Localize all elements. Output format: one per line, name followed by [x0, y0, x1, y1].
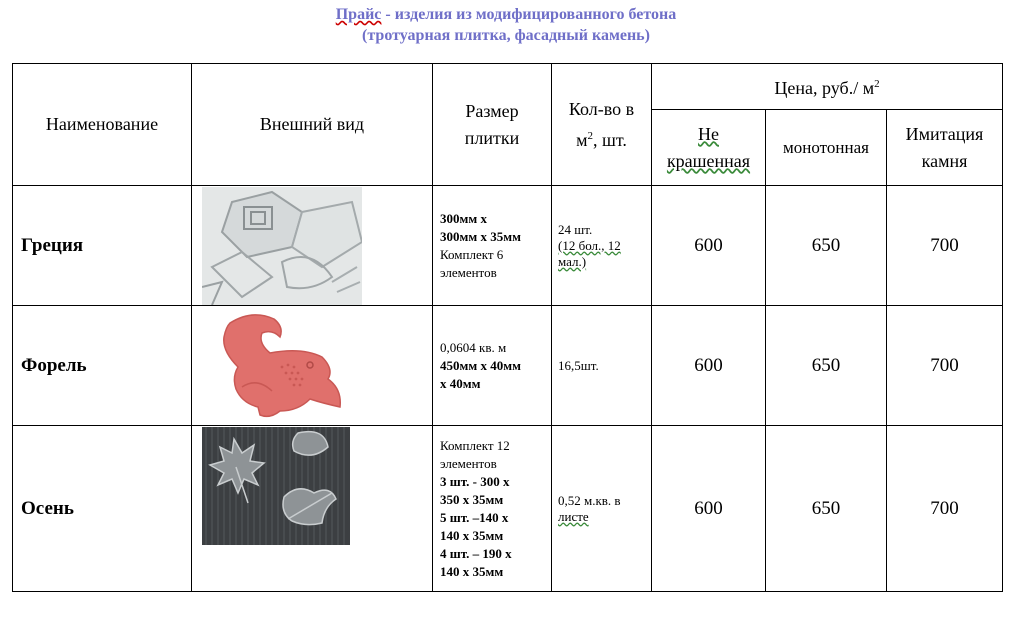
title-line1: - изделия из модифицированного бетона [381, 6, 677, 23]
header-unpainted-label: Не крашенная [666, 123, 751, 171]
price-unpainted: 600 [652, 186, 766, 306]
title-line2: (тротуарная плитка, фасадный камень) [362, 27, 650, 44]
price-table [12, 63, 1003, 592]
size-line: Комплект 12 [440, 437, 510, 453]
qty-line: (12 бол., 12 [558, 237, 621, 253]
price-mono: 650 [766, 186, 887, 306]
price-mono: 650 [766, 426, 887, 592]
header-mono: монотонная [766, 110, 887, 186]
header-look: Внешний вид [192, 64, 433, 186]
size-line: 0,0604 кв. м [440, 339, 507, 355]
table-row [13, 306, 1003, 426]
greece-tile-image [202, 187, 362, 305]
header-unpainted [652, 110, 766, 186]
qty-line: мал.) [558, 253, 587, 269]
header-qty-sup: 2 [587, 129, 593, 142]
product-size [433, 186, 552, 306]
size-line: 300мм х [440, 210, 487, 226]
header-qty [552, 64, 652, 186]
product-name: Греция [13, 186, 192, 306]
price-stone: 700 [887, 306, 1003, 426]
autumn-tile-image [202, 427, 350, 545]
qty-line: 16,5шт. [558, 357, 599, 373]
page-title [0, 4, 1012, 46]
size-line: 140 х 35мм [440, 527, 504, 543]
product-image-greece [192, 186, 433, 306]
size-line: 5 шт. –140 х [440, 509, 509, 525]
product-qty [552, 306, 652, 426]
product-image-autumn [192, 426, 433, 592]
product-name: Форель [13, 306, 192, 426]
product-image-trout [192, 306, 433, 426]
size-line: 350 х 35мм [440, 491, 504, 507]
table-row [13, 426, 1003, 592]
header-qty-prefix: Кол-во в м [568, 98, 635, 150]
header-price-prefix: Цена, руб./ м [774, 78, 875, 98]
header-price [652, 64, 1003, 110]
size-line: Комплект 6 [440, 246, 504, 262]
header-stone: Имитация камня [887, 110, 1003, 186]
product-name: Осень [13, 426, 192, 592]
header-qty-suffix: , шт. [593, 129, 627, 150]
trout-tile-image [202, 307, 362, 425]
size-line: элементов [440, 455, 497, 471]
price-stone: 700 [887, 186, 1003, 306]
size-line: элементов [440, 264, 497, 280]
price-mono: 650 [766, 306, 887, 426]
header-size: Размер плитки [433, 64, 552, 186]
size-line: 300мм х 35мм [440, 228, 521, 244]
size-line: 140 х 35мм [440, 563, 504, 579]
product-size [433, 426, 552, 592]
qty-line: 24 шт. [558, 221, 593, 237]
header-price-sup: 2 [874, 78, 880, 90]
product-qty [552, 186, 652, 306]
header-name: Наименование [13, 64, 192, 186]
price-unpainted: 600 [652, 306, 766, 426]
qty-line: листе [558, 508, 589, 524]
size-line: 4 шт. – 190 х [440, 545, 512, 561]
price-stone: 700 [887, 426, 1003, 592]
product-size [433, 306, 552, 426]
qty-line: 0,52 м.кв. в [558, 492, 621, 508]
size-line: 450мм х 40мм [440, 357, 521, 373]
size-line: 3 шт. - 300 х [440, 473, 510, 489]
size-line: х 40мм [440, 375, 481, 391]
price-link[interactable]: Прайс [335, 6, 382, 23]
table-row [13, 186, 1003, 306]
price-unpainted: 600 [652, 426, 766, 592]
product-qty [552, 426, 652, 592]
